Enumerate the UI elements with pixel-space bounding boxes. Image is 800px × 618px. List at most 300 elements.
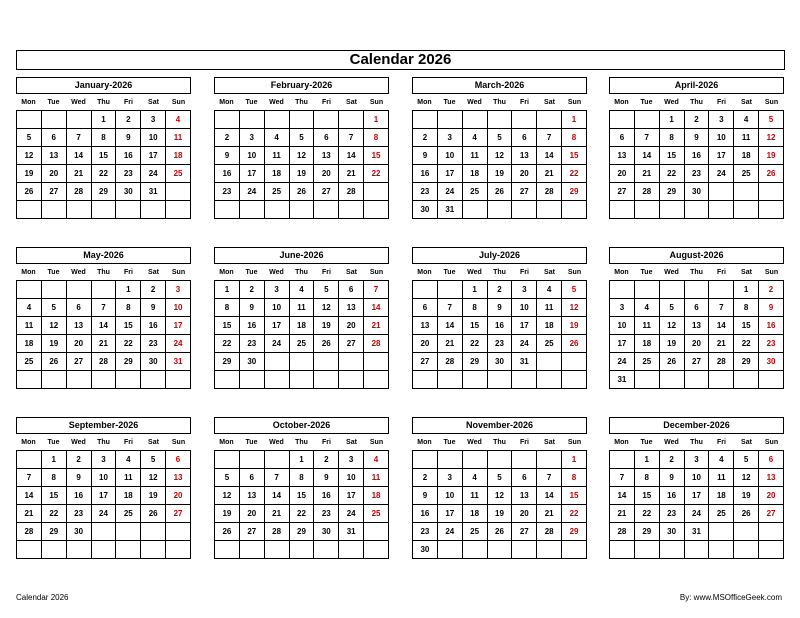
- day-cell: 19: [759, 147, 784, 165]
- day-grid: [609, 450, 784, 559]
- weekday-header-row: [412, 266, 587, 280]
- day-cell: [610, 111, 635, 129]
- weekday-label: Fri: [717, 439, 726, 446]
- month-block: [214, 77, 389, 219]
- day-cell: 9: [215, 147, 240, 165]
- day-cell: 15: [562, 487, 587, 505]
- day-cell: [264, 111, 289, 129]
- day-cell: 2: [759, 281, 784, 299]
- week-row: [610, 335, 784, 353]
- day-cell: 20: [166, 487, 191, 505]
- week-row: [215, 165, 389, 183]
- day-cell: [634, 281, 659, 299]
- day-cell: [314, 111, 339, 129]
- day-cell: [562, 541, 587, 559]
- day-cell: 17: [709, 147, 734, 165]
- day-cell: [239, 541, 264, 559]
- day-cell: 20: [314, 165, 339, 183]
- day-cell: 27: [239, 523, 264, 541]
- weekday-label: Mon: [614, 439, 629, 446]
- day-cell: 26: [759, 165, 784, 183]
- day-cell: [215, 541, 240, 559]
- day-cell: 24: [512, 335, 537, 353]
- week-row: [215, 201, 389, 219]
- day-cell: 18: [264, 165, 289, 183]
- week-row: [413, 469, 587, 487]
- day-cell: 15: [116, 317, 141, 335]
- weekday-label: Mon: [417, 269, 432, 276]
- day-cell: 28: [537, 183, 562, 201]
- month-title: November-2026: [412, 417, 587, 434]
- day-cell: [239, 201, 264, 219]
- day-cell: 30: [659, 523, 684, 541]
- month-title: July-2026: [412, 247, 587, 264]
- day-cell: 9: [314, 469, 339, 487]
- day-cell: 6: [684, 299, 709, 317]
- day-cell: [41, 281, 66, 299]
- day-cell: 6: [66, 299, 91, 317]
- day-cell: 30: [413, 541, 438, 559]
- week-row: [215, 353, 389, 371]
- day-cell: 24: [610, 353, 635, 371]
- day-cell: [684, 371, 709, 389]
- day-cell: 28: [610, 523, 635, 541]
- weekday-label: Sat: [544, 439, 555, 446]
- day-cell: [462, 541, 487, 559]
- day-cell: [487, 111, 512, 129]
- day-cell: 6: [314, 129, 339, 147]
- day-cell: [759, 541, 784, 559]
- day-cell: 18: [116, 487, 141, 505]
- day-cell: 28: [364, 335, 389, 353]
- weekday-header-row: [412, 96, 587, 110]
- day-cell: [364, 541, 389, 559]
- day-cell: 4: [166, 111, 191, 129]
- month-title: March-2026: [412, 77, 587, 94]
- weekday-label: Tue: [443, 99, 456, 106]
- day-cell: 29: [462, 353, 487, 371]
- day-cell: 24: [141, 165, 166, 183]
- month-title: May-2026: [16, 247, 191, 264]
- day-cell: [759, 523, 784, 541]
- weekday-label: Thu: [295, 99, 308, 106]
- week-row: [215, 281, 389, 299]
- day-cell: 8: [364, 129, 389, 147]
- day-cell: 18: [289, 317, 314, 335]
- week-row: [610, 201, 784, 219]
- day-cell: 13: [610, 147, 635, 165]
- day-cell: 15: [41, 487, 66, 505]
- day-cell: 1: [289, 451, 314, 469]
- weekday-label: Tue: [640, 439, 653, 446]
- week-row: [215, 487, 389, 505]
- day-cell: 9: [413, 147, 438, 165]
- day-cell: 29: [215, 353, 240, 371]
- day-cell: [413, 281, 438, 299]
- day-cell: 13: [239, 487, 264, 505]
- day-cell: 4: [364, 451, 389, 469]
- day-cell: 24: [264, 335, 289, 353]
- day-cell: [659, 371, 684, 389]
- day-cell: 8: [215, 299, 240, 317]
- day-cell: 19: [487, 505, 512, 523]
- day-cell: 31: [166, 353, 191, 371]
- day-cell: 2: [413, 129, 438, 147]
- day-cell: [91, 281, 116, 299]
- day-cell: [17, 371, 42, 389]
- day-cell: 21: [634, 165, 659, 183]
- weekday-label: Fri: [520, 439, 529, 446]
- day-cell: 8: [91, 129, 116, 147]
- week-row: [17, 335, 191, 353]
- day-cell: 7: [17, 469, 42, 487]
- day-cell: 10: [141, 129, 166, 147]
- weekday-label: Wed: [664, 269, 679, 276]
- day-cell: 24: [166, 335, 191, 353]
- day-cell: 23: [487, 335, 512, 353]
- day-cell: 13: [684, 317, 709, 335]
- weekday-label: Mon: [21, 99, 36, 106]
- day-cell: 20: [512, 505, 537, 523]
- weekday-label: Sat: [741, 269, 752, 276]
- weekday-header-row: [609, 96, 784, 110]
- day-cell: 20: [66, 335, 91, 353]
- day-cell: [759, 201, 784, 219]
- week-row: [610, 487, 784, 505]
- day-cell: 2: [659, 451, 684, 469]
- weekday-label: Sat: [346, 99, 357, 106]
- day-cell: 19: [17, 165, 42, 183]
- day-cell: [91, 541, 116, 559]
- day-cell: 17: [610, 335, 635, 353]
- day-cell: [734, 201, 759, 219]
- day-cell: [264, 541, 289, 559]
- day-cell: 6: [41, 129, 66, 147]
- day-cell: 7: [610, 469, 635, 487]
- day-cell: [487, 201, 512, 219]
- day-cell: 12: [17, 147, 42, 165]
- day-cell: 16: [116, 147, 141, 165]
- day-grid: [214, 280, 389, 389]
- day-cell: [659, 201, 684, 219]
- weekday-label: Tue: [640, 99, 653, 106]
- weekday-label: Mon: [614, 99, 629, 106]
- day-cell: 21: [537, 505, 562, 523]
- weekday-header-row: [412, 436, 587, 450]
- day-cell: 5: [141, 451, 166, 469]
- day-cell: 5: [215, 469, 240, 487]
- day-cell: 19: [734, 487, 759, 505]
- day-cell: 13: [512, 147, 537, 165]
- weekday-label: Thu: [690, 99, 703, 106]
- day-cell: [116, 371, 141, 389]
- day-cell: 22: [215, 335, 240, 353]
- day-cell: [610, 281, 635, 299]
- day-cell: 23: [215, 183, 240, 201]
- day-cell: 12: [487, 487, 512, 505]
- weekday-label: Sun: [171, 439, 186, 446]
- day-cell: [634, 201, 659, 219]
- day-cell: [166, 201, 191, 219]
- day-cell: 8: [289, 469, 314, 487]
- day-cell: 6: [413, 299, 438, 317]
- weekday-label: Sat: [148, 439, 159, 446]
- day-cell: [239, 371, 264, 389]
- day-cell: 5: [487, 129, 512, 147]
- weekday-label: Sat: [741, 439, 752, 446]
- month-block: [609, 247, 784, 389]
- day-cell: 15: [734, 317, 759, 335]
- week-row: [215, 541, 389, 559]
- week-row: [610, 129, 784, 147]
- day-cell: 11: [462, 487, 487, 505]
- day-grid: [16, 110, 191, 219]
- month-title: December-2026: [609, 417, 784, 434]
- day-cell: 27: [314, 183, 339, 201]
- day-cell: 13: [314, 147, 339, 165]
- day-cell: 13: [339, 299, 364, 317]
- day-cell: 12: [659, 317, 684, 335]
- weekday-label: Sat: [544, 99, 555, 106]
- month-block: [16, 77, 191, 219]
- day-cell: [437, 281, 462, 299]
- day-cell: 12: [487, 147, 512, 165]
- weekday-header-row: [609, 436, 784, 450]
- day-cell: 9: [684, 129, 709, 147]
- day-cell: 2: [141, 281, 166, 299]
- day-cell: 17: [141, 147, 166, 165]
- day-cell: [684, 201, 709, 219]
- day-cell: 25: [734, 165, 759, 183]
- weekday-label: Wed: [467, 439, 482, 446]
- week-row: [413, 281, 587, 299]
- day-cell: 22: [659, 165, 684, 183]
- day-cell: 16: [413, 165, 438, 183]
- day-cell: 27: [512, 183, 537, 201]
- day-cell: 22: [289, 505, 314, 523]
- day-cell: 31: [437, 201, 462, 219]
- weekday-label: Sat: [741, 99, 752, 106]
- day-cell: 10: [166, 299, 191, 317]
- day-cell: 2: [239, 281, 264, 299]
- week-row: [17, 541, 191, 559]
- day-cell: [537, 201, 562, 219]
- day-cell: [437, 111, 462, 129]
- week-row: [610, 299, 784, 317]
- weekday-label: Fri: [124, 439, 133, 446]
- week-row: [610, 165, 784, 183]
- day-cell: [364, 201, 389, 219]
- day-cell: 20: [512, 165, 537, 183]
- day-cell: 1: [116, 281, 141, 299]
- day-cell: 17: [166, 317, 191, 335]
- day-cell: 25: [364, 505, 389, 523]
- weekday-label: Tue: [245, 439, 258, 446]
- day-cell: 15: [462, 317, 487, 335]
- day-cell: 6: [512, 469, 537, 487]
- week-row: [413, 299, 587, 317]
- weekday-label: Sun: [369, 99, 384, 106]
- day-cell: 9: [413, 487, 438, 505]
- weekday-label: Wed: [269, 269, 284, 276]
- day-cell: 7: [339, 129, 364, 147]
- day-cell: [141, 371, 166, 389]
- week-row: [215, 299, 389, 317]
- week-row: [610, 469, 784, 487]
- day-cell: 23: [684, 165, 709, 183]
- day-cell: 23: [141, 335, 166, 353]
- day-cell: 17: [239, 165, 264, 183]
- day-cell: 27: [684, 353, 709, 371]
- day-cell: [17, 451, 42, 469]
- weekday-label: Fri: [520, 99, 529, 106]
- day-cell: [339, 541, 364, 559]
- day-cell: 18: [634, 335, 659, 353]
- day-cell: [610, 451, 635, 469]
- weekday-label: Wed: [467, 99, 482, 106]
- day-cell: 8: [734, 299, 759, 317]
- week-row: [17, 371, 191, 389]
- day-cell: 25: [462, 523, 487, 541]
- day-cell: 11: [537, 299, 562, 317]
- weekday-label: Thu: [97, 269, 110, 276]
- weekday-label: Sat: [148, 99, 159, 106]
- day-cell: [512, 201, 537, 219]
- week-row: [413, 335, 587, 353]
- week-row: [413, 183, 587, 201]
- day-cell: 28: [437, 353, 462, 371]
- day-cell: [709, 523, 734, 541]
- day-cell: 25: [709, 505, 734, 523]
- day-cell: 9: [487, 299, 512, 317]
- day-cell: 9: [659, 469, 684, 487]
- day-cell: 25: [537, 335, 562, 353]
- day-cell: 18: [17, 335, 42, 353]
- day-cell: 25: [634, 353, 659, 371]
- week-row: [413, 129, 587, 147]
- day-cell: 14: [634, 147, 659, 165]
- day-cell: 19: [289, 165, 314, 183]
- day-cell: [264, 201, 289, 219]
- day-cell: 4: [634, 299, 659, 317]
- week-row: [17, 451, 191, 469]
- day-cell: 16: [684, 147, 709, 165]
- day-cell: 3: [512, 281, 537, 299]
- day-cell: [759, 371, 784, 389]
- day-cell: [289, 541, 314, 559]
- day-cell: [562, 371, 587, 389]
- day-cell: 11: [364, 469, 389, 487]
- day-cell: [239, 451, 264, 469]
- day-cell: 23: [413, 183, 438, 201]
- day-cell: [91, 523, 116, 541]
- day-cell: 20: [684, 335, 709, 353]
- day-cell: 29: [91, 183, 116, 201]
- day-cell: 26: [17, 183, 42, 201]
- day-cell: 6: [166, 451, 191, 469]
- day-cell: 20: [239, 505, 264, 523]
- day-cell: [215, 201, 240, 219]
- weekday-label: Sat: [544, 269, 555, 276]
- day-cell: 4: [709, 451, 734, 469]
- day-cell: 1: [659, 111, 684, 129]
- day-cell: 26: [487, 523, 512, 541]
- day-cell: 30: [66, 523, 91, 541]
- day-cell: [634, 371, 659, 389]
- day-cell: 12: [734, 469, 759, 487]
- month-block: [16, 247, 191, 389]
- day-cell: 29: [562, 523, 587, 541]
- day-cell: 16: [66, 487, 91, 505]
- day-cell: [610, 201, 635, 219]
- day-cell: 27: [512, 523, 537, 541]
- day-cell: 6: [512, 129, 537, 147]
- day-cell: 3: [437, 129, 462, 147]
- day-cell: [734, 541, 759, 559]
- day-cell: 15: [562, 147, 587, 165]
- day-cell: 7: [537, 129, 562, 147]
- month-title: October-2026: [214, 417, 389, 434]
- weekday-label: Sun: [764, 439, 779, 446]
- day-cell: [215, 111, 240, 129]
- day-cell: 28: [66, 183, 91, 201]
- week-row: [17, 469, 191, 487]
- day-cell: 11: [734, 129, 759, 147]
- weekday-label: Mon: [417, 99, 432, 106]
- day-cell: 5: [487, 469, 512, 487]
- day-cell: 7: [66, 129, 91, 147]
- day-cell: 25: [116, 505, 141, 523]
- day-cell: [91, 371, 116, 389]
- day-cell: 23: [66, 505, 91, 523]
- day-cell: 22: [634, 505, 659, 523]
- day-cell: [709, 371, 734, 389]
- day-cell: [141, 201, 166, 219]
- week-row: [610, 541, 784, 559]
- day-cell: 20: [610, 165, 635, 183]
- day-cell: 10: [610, 317, 635, 335]
- day-cell: 11: [709, 469, 734, 487]
- month-block: [214, 247, 389, 389]
- week-row: [413, 505, 587, 523]
- day-cell: [66, 541, 91, 559]
- day-cell: 22: [91, 165, 116, 183]
- weekday-label: Wed: [71, 269, 86, 276]
- weekday-label: Mon: [614, 269, 629, 276]
- day-cell: 1: [462, 281, 487, 299]
- weekday-label: Tue: [443, 269, 456, 276]
- day-cell: 21: [17, 505, 42, 523]
- day-cell: 7: [91, 299, 116, 317]
- day-cell: 30: [684, 183, 709, 201]
- day-cell: 11: [264, 147, 289, 165]
- day-cell: [41, 371, 66, 389]
- day-cell: 9: [239, 299, 264, 317]
- day-cell: [734, 183, 759, 201]
- month-title: February-2026: [214, 77, 389, 94]
- day-cell: [264, 371, 289, 389]
- day-cell: 1: [41, 451, 66, 469]
- day-cell: [562, 201, 587, 219]
- day-cell: 28: [264, 523, 289, 541]
- day-cell: 31: [339, 523, 364, 541]
- week-row: [413, 111, 587, 129]
- day-cell: 7: [364, 281, 389, 299]
- day-cell: 1: [364, 111, 389, 129]
- day-cell: [41, 201, 66, 219]
- day-cell: [339, 371, 364, 389]
- weekday-label: Thu: [493, 439, 506, 446]
